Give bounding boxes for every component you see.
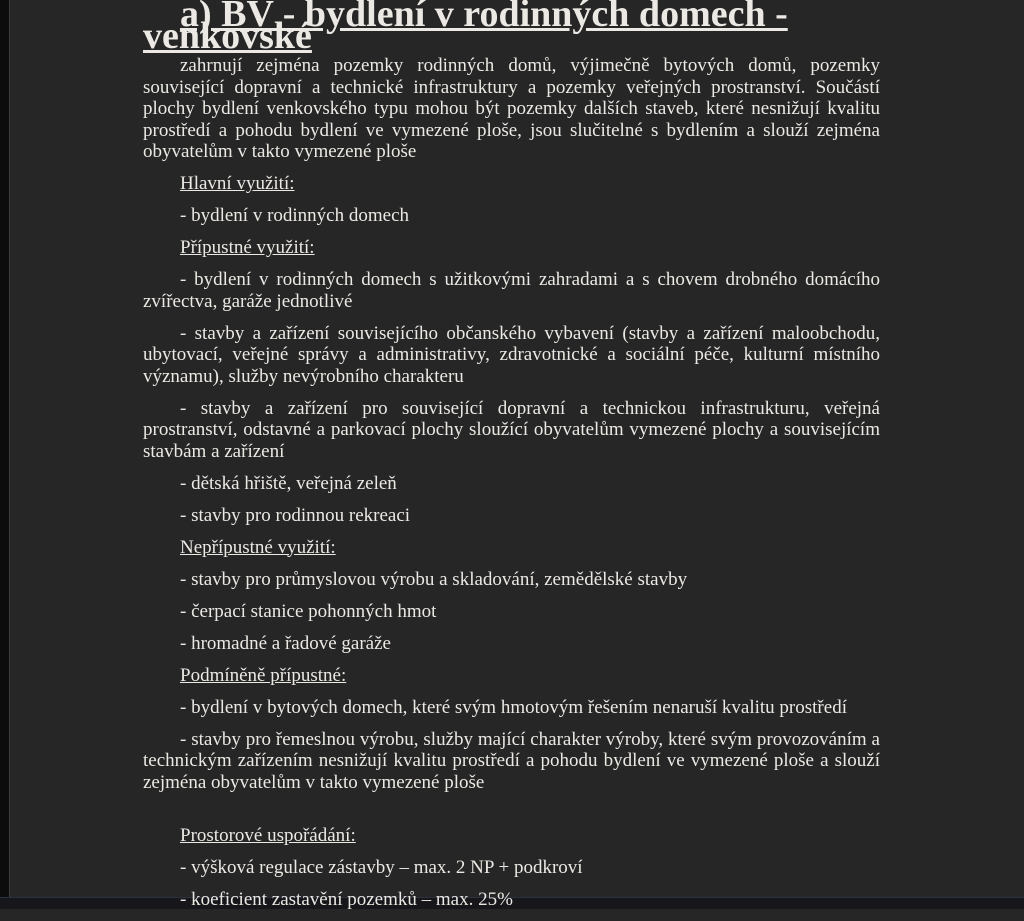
list-item: - koeficient zastavění pozemků – max. 25% [180, 889, 513, 910]
list-item: - dětská hřiště, veřejná zeleň [180, 472, 397, 494]
list-item: - čerpací stanice pohonných hmot [180, 600, 437, 622]
list-item: - stavby a zařízení souvisejícího občanského vybavení (stavby a zařízení maloobchodu, ubytovací, veřejné správy a administrativy, zdravotnické a sociální péče, kulturní místního významu), služby nevýrobního charakteru [143, 322, 880, 387]
list-item: - výšková regulace zástavby – max. 2 NP + podkroví [180, 857, 583, 878]
section-heading-podminene-pripustne: Podmíněně přípustné: [180, 664, 347, 686]
list-item: - bydlení v bytových domech, které svým hmotovým řešením nenaruší kvalitu prostředí [180, 696, 847, 718]
list-item: - bydlení v rodinných domech [180, 205, 410, 226]
page-title: a) BV - bydlení v rodinných domech - venkovské [143, 0, 788, 57]
list-item: - stavby pro rodinnou rekreaci [180, 504, 411, 526]
section-heading-hlavni-vyuziti: Hlavní využití: [180, 173, 295, 194]
section-heading-nepripustne-vyuziti: Nepřípustné využití: [180, 536, 336, 558]
page-left-margin-strip [0, 0, 10, 897]
document-page [143, 0, 880, 921]
list-item: - bydlení v rodinných domech s užitkovými zahradami a s chovem drobného domácího zvířectva, garáže jednotlivé [143, 269, 880, 312]
list-item: - stavby pro průmyslovou výrobu a skladování, zemědělské stavby [180, 568, 688, 590]
section-heading-pripustne-vyuziti: Přípustné využití: [180, 237, 315, 258]
list-item: - stavby a zařízení pro související dopravní a technickou infrastrukturu, veřejná prostranství, odstavné a parkovací plochy sloužící obyvatelům vymezené plochy a souvisejícím stavbám a zařízení [143, 397, 880, 462]
section-heading-prostorove-usporadani: Prostorové uspořádání: [180, 825, 356, 846]
list-item: - stavby pro řemeslnou výrobu, služby mající charakter výroby, které svým provozováním a technickým zařízením nesnižují kvalitu prostředí a pohodu bydlení ve vymezené ploše a slouží zejména obyvatelům v takto vymezené ploše [143, 728, 880, 793]
intro-paragraph: zahrnují zejména pozemky rodinných domů, výjimečně bytových domů, pozemky související dopravní a technické infrastruktury a pozemky veřejných prostranství. Součástí plochy bydlení venkovského typu mohou být pozemky dalších staveb, které nesnižují kvalitu prostředí a pohodu bydlení ve vymezené ploše, jsou slučitelné s bydlením a slouží zejména obyvatelům v takto vymezené ploše [143, 55, 880, 162]
list-item: - hromadné a řadové garáže [180, 632, 391, 654]
